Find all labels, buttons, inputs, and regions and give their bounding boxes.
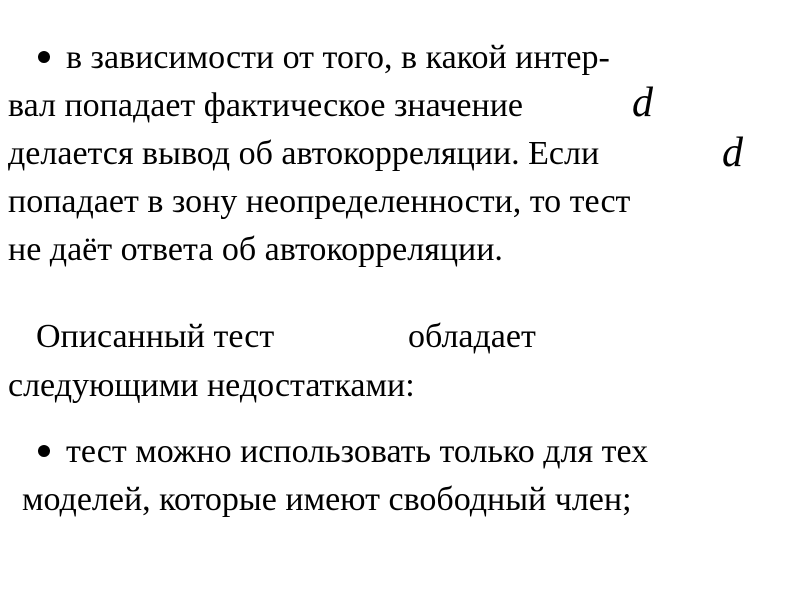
- paragraph-text: вал попадает фактическое значение: [8, 87, 523, 124]
- bullet-icon: [38, 445, 50, 457]
- bullet-item-1-line-1: [38, 38, 610, 78]
- intro-line-1b: [408, 317, 536, 357]
- intro-line-2: [8, 366, 415, 406]
- paragraph-text: следующими недостатками:: [8, 367, 415, 404]
- bullet-item-1-line-4: [8, 182, 630, 222]
- math-variable-d: d: [632, 80, 653, 126]
- intro-line-1a: [36, 317, 274, 357]
- paragraph-text: в зависимости от того, в какой интер-: [66, 39, 610, 76]
- bullet-item-1-line-3: [8, 134, 599, 174]
- paragraph-text: не даёт ответа об автокорреляции.: [8, 231, 503, 268]
- paragraph-text: Описанный тест: [36, 318, 275, 355]
- bullet-item-2-line-2: [22, 480, 632, 520]
- bullet-icon: [38, 51, 50, 63]
- bullet-item-1-line-2: [8, 86, 523, 126]
- paragraph-text: обладает: [408, 318, 536, 355]
- math-variable-d: d: [722, 130, 743, 176]
- paragraph-text: моделей, которые имеют свободный член;: [22, 481, 632, 518]
- paragraph-text: тест можно использовать только для тех: [66, 433, 649, 470]
- paragraph-text: попадает в зону неопределенности, то тест: [8, 183, 631, 220]
- bullet-item-1-line-5: [8, 230, 503, 270]
- bullet-item-2-line-1: [38, 432, 648, 472]
- paragraph-text: делается вывод об автокорреляции. Если: [8, 135, 600, 172]
